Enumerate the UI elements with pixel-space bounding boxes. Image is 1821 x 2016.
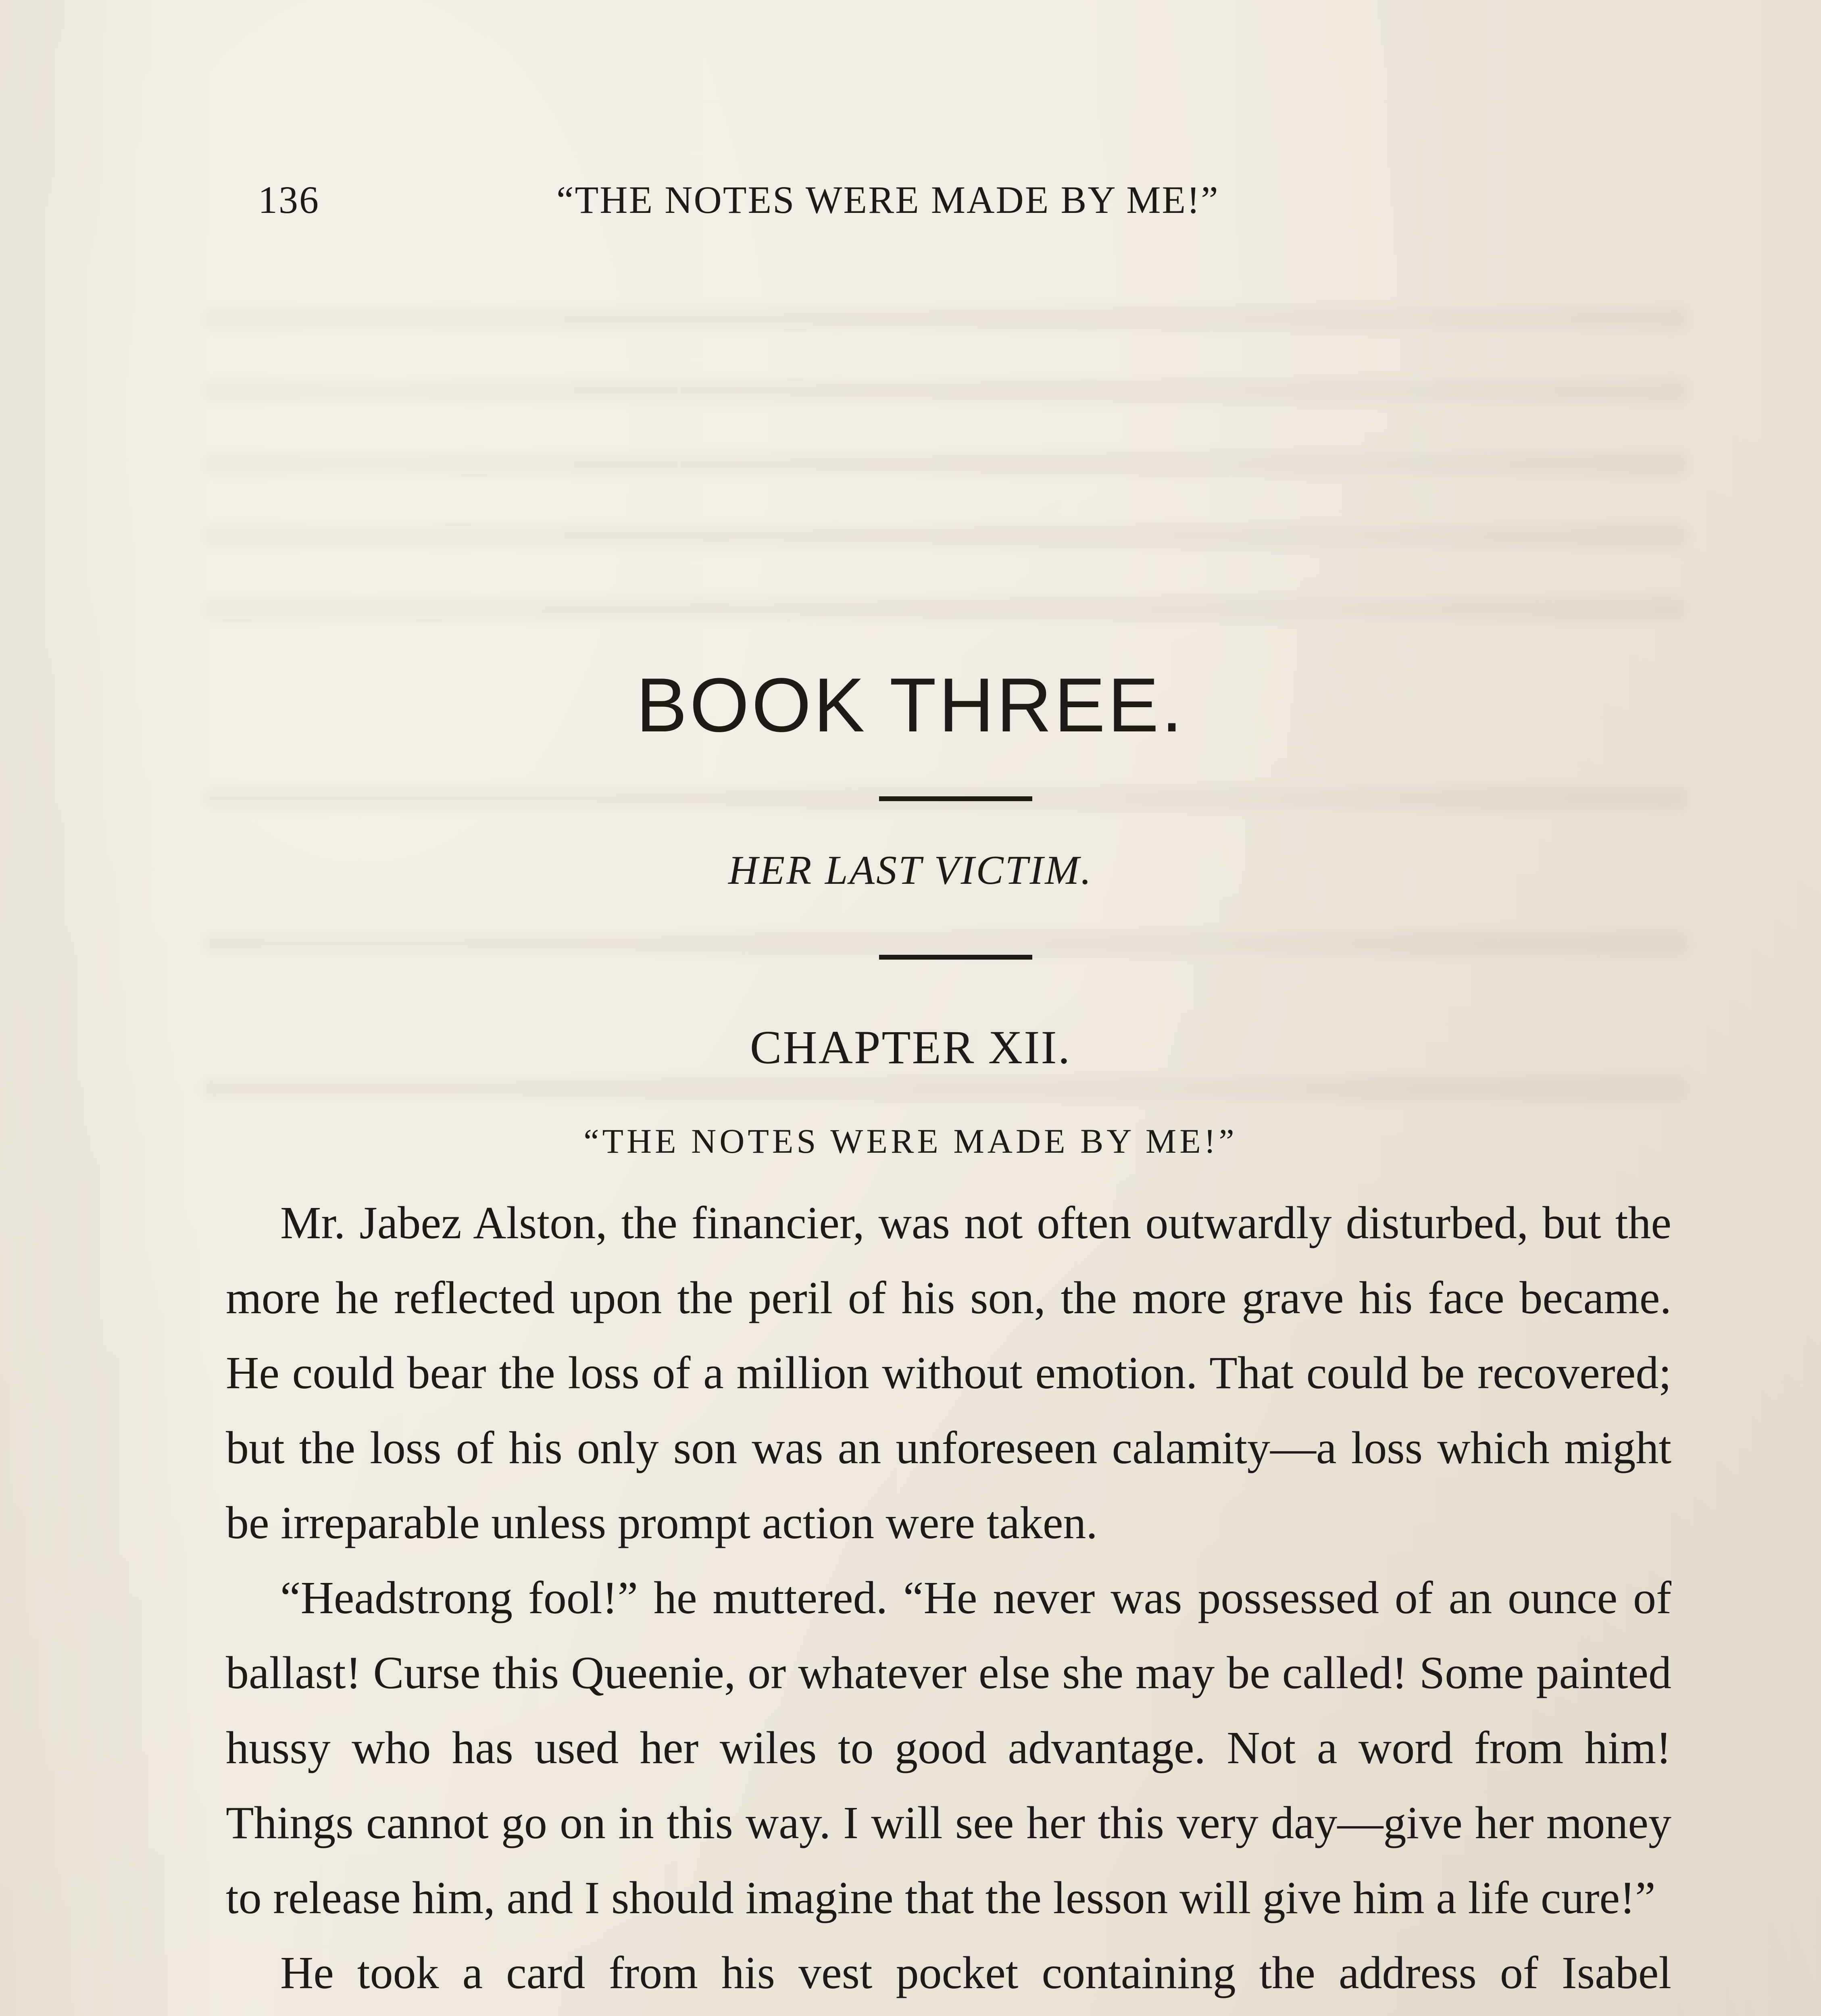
show-through [202, 524, 1688, 548]
ornamental-rule [879, 796, 1032, 801]
paragraph: “Headstrong fool!” he muttered. “He never was possessed of an ounce of ballast! Curse this Queenie, or whatever else she may be called! Some painted hussy who has used her wiles to good advantage. Not a word from him! Things cannot go on in this way. I will see her this very day—give her money to release him, and I should imagine that the lesson will give him a life cure!” [226, 1572, 1671, 1923]
show-through [202, 931, 1688, 956]
chapter-subtitle: “THE NOTES WERE MADE BY ME!” [583, 1122, 1238, 1160]
page-number: 136 [258, 178, 320, 221]
running-head [258, 177, 1410, 226]
chapter-title: CHAPTER XII. [750, 1021, 1071, 1074]
show-through [202, 1077, 1688, 1101]
show-through [202, 597, 1688, 621]
show-through [202, 306, 1688, 331]
paragraph: He took a card from his vest pocket containing the address of Isabel [280, 1947, 1671, 1998]
show-through [202, 452, 1688, 476]
ornamental-rule [879, 955, 1032, 960]
show-through [202, 379, 1688, 403]
part-title: HER LAST VICTIM. [728, 848, 1093, 893]
running-title: “THE NOTES WERE MADE BY ME!” [556, 178, 1219, 221]
paragraph: Mr. Jabez Alston, the financier, was not often outwardly disturbed, but the more he reflected upon the peril of his son, the more grave his face became. He could bear the loss of a million without emotion. That could be recovered; but the loss of his only son was an unforeseen calamity—a loss which might be irreparable unless prompt action were taken. [226, 1197, 1671, 1548]
chapter-body [226, 1185, 1671, 2016]
book-title: BOOK THREE. [636, 662, 1185, 748]
